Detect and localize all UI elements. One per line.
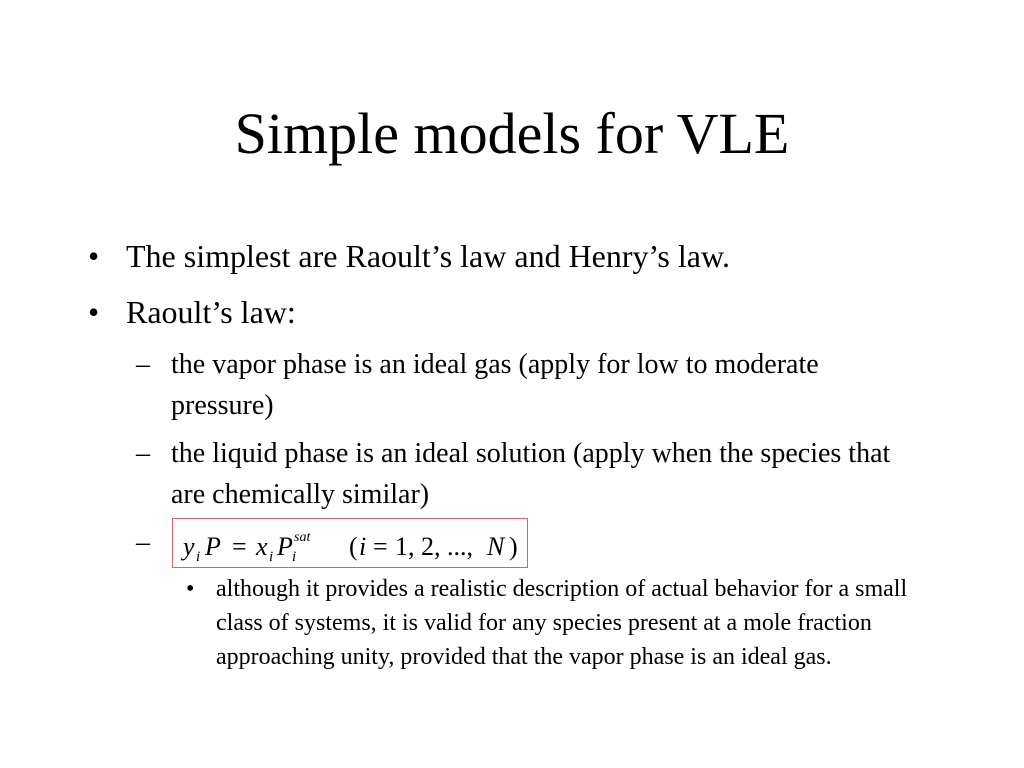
sub-bullet-text: the vapor phase is an ideal gas (apply for low to moderate pressure) xyxy=(171,349,819,421)
bullet-mark: • xyxy=(88,238,100,274)
eq-subscript-i: i xyxy=(292,549,297,565)
eq-P: P xyxy=(205,532,221,561)
eq-equals: = xyxy=(373,532,388,561)
equation-svg xyxy=(173,519,529,569)
note-text: although it provides a realistic description of actual behavior for a small class of systems, it is valid for any species present at a mole fraction approaching unity, provided that the vapor phase is an ideal gas. xyxy=(216,576,908,670)
eq-close-paren: ) xyxy=(509,532,518,561)
eq-superscript-sat: sat xyxy=(294,530,311,545)
eq-subscript-i: i xyxy=(269,549,274,565)
dash-mark: – xyxy=(136,527,150,558)
dash-mark: – xyxy=(136,349,150,380)
slide-title: Simple models for VLE xyxy=(234,101,790,166)
eq-y: y xyxy=(183,532,195,561)
bullet-mark: • xyxy=(186,576,195,602)
eq-P-sat: P xyxy=(277,532,293,561)
eq-x: x xyxy=(256,532,268,561)
raoults-law-equation xyxy=(172,518,528,568)
eq-equals: = xyxy=(232,532,247,561)
eq-index-i: i xyxy=(359,532,367,561)
bullet-text: The simplest are Raoult’s law and Henry’s law. xyxy=(126,238,730,274)
sub-bullet-text: the liquid phase is an ideal solution (apply when the species that are chemically similar) xyxy=(171,438,891,510)
bullet-mark: • xyxy=(88,294,100,330)
eq-subscript-i: i xyxy=(196,549,201,565)
eq-open-paren: ( xyxy=(349,532,358,561)
eq-N: N xyxy=(487,532,505,561)
eq-range: 1, 2, ..., xyxy=(395,532,473,561)
bullet-text: Raoult’s law: xyxy=(126,294,296,330)
dash-mark: – xyxy=(136,438,150,469)
